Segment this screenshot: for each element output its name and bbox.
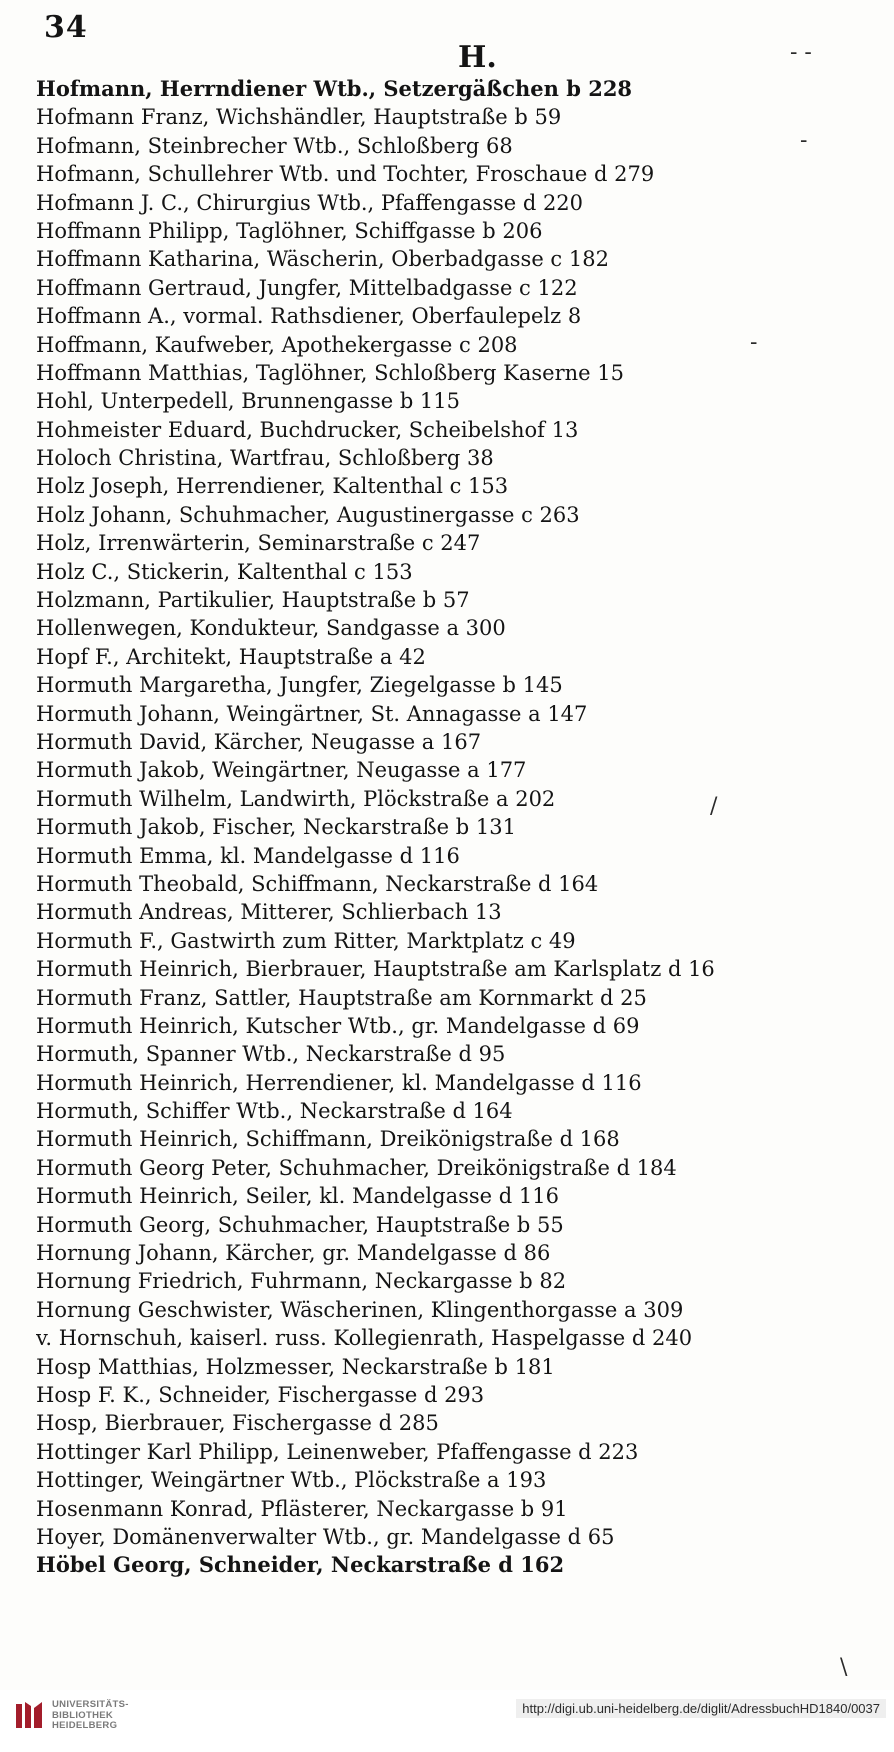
directory-entry: Hormuth Theobald, Schiffmann, Neckarstraße d 164 bbox=[36, 871, 599, 896]
directory-entry: Hormuth Heinrich, Herrendiener, kl. Mandelgasse d 116 bbox=[36, 1070, 642, 1095]
directory-entry: Hollenwegen, Kondukteur, Sandgasse a 300 bbox=[36, 616, 506, 641]
directory-entry: Holoch Christina, Wartfrau, Schloßberg 38 bbox=[36, 446, 494, 471]
directory-entry: Hormuth Jakob, Weingärtner, Neugasse a 177 bbox=[36, 758, 527, 783]
directory-entry: Hornung Friedrich, Fuhrmann, Neckargasse b 82 bbox=[36, 1269, 567, 1294]
directory-entry: Hormuth Johann, Weingärtner, St. Annagasse a 147 bbox=[36, 701, 588, 726]
directory-entry: Hoffmann Philipp, Taglöhner, Schiffgasse b 206 bbox=[36, 218, 543, 243]
directory-entry: Holz Johann, Schuhmacher, Augustinergasse c 263 bbox=[36, 502, 580, 527]
directory-entry: Hofmann J. C., Chirurgius Wtb., Pfaffengasse d 220 bbox=[36, 190, 584, 215]
directory-entry: Holz C., Stickerin, Kaltenthal c 153 bbox=[36, 559, 413, 584]
stray-mark: - - bbox=[790, 40, 812, 65]
stray-mark: / bbox=[710, 794, 718, 819]
directory-entry: Hormuth Franz, Sattler, Hauptstraße am Kornmarkt d 25 bbox=[36, 985, 647, 1010]
directory-entry: Hofmann Franz, Wichshändler, Hauptstraße b 59 bbox=[36, 105, 562, 130]
library-name-line: UNIVERSITÄTS- bbox=[52, 1699, 129, 1710]
directory-entry: Hoffmann Katharina, Wäscherin, Oberbadgasse c 182 bbox=[36, 247, 609, 272]
directory-entry: Hohmeister Eduard, Buchdrucker, Scheibelshof 13 bbox=[36, 417, 579, 442]
directory-entry: Hormuth Jakob, Fischer, Neckarstraße b 131 bbox=[36, 815, 516, 840]
directory-entry: Hosp, Bierbrauer, Fischergasse d 285 bbox=[36, 1411, 439, 1436]
directory-entry: Hoffmann, Kaufweber, Apothekergasse c 208 bbox=[36, 332, 518, 357]
directory-entry: Hofmann, Steinbrecher Wtb., Schloßberg 68 bbox=[36, 133, 513, 158]
directory-entry: Hormuth Heinrich, Schiffmann, Dreikönigstraße d 168 bbox=[36, 1127, 620, 1152]
directory-entry: Hornung Geschwister, Wäscherinen, Klingenthorgasse a 309 bbox=[36, 1297, 684, 1322]
directory-entry: Hormuth, Spanner Wtb., Neckarstraße d 95 bbox=[36, 1042, 506, 1067]
library-name bbox=[52, 1700, 129, 1732]
directory-entries bbox=[36, 75, 856, 1580]
source-url[interactable]: http://digi.ub.uni-heidelberg.de/diglit/AdressbuchHD1840/0037 bbox=[516, 1699, 886, 1718]
directory-entry: Hormuth Heinrich, Kutscher Wtb., gr. Mandelgasse d 69 bbox=[36, 1013, 640, 1038]
directory-entry: Hormuth Heinrich, Seiler, kl. Mandelgasse d 116 bbox=[36, 1184, 559, 1209]
directory-entry: Hottinger, Weingärtner Wtb., Plöckstraße a 193 bbox=[36, 1468, 547, 1493]
stray-mark: - bbox=[750, 330, 758, 355]
directory-entry: Holzmann, Partikulier, Hauptstraße b 57 bbox=[36, 588, 470, 613]
directory-entry: Hormuth Georg Peter, Schuhmacher, Dreikönigstraße d 184 bbox=[36, 1155, 677, 1180]
directory-entry: Hoyer, Domänenverwalter Wtb., gr. Mandelgasse d 65 bbox=[36, 1524, 615, 1549]
directory-entry: Hottinger Karl Philipp, Leinenweber, Pfaffengasse d 223 bbox=[36, 1439, 639, 1464]
directory-entry: Holz, Irrenwärterin, Seminarstraße c 247 bbox=[36, 531, 481, 556]
directory-entry: Hormuth Emma, kl. Mandelgasse d 116 bbox=[36, 843, 460, 868]
directory-entry: Hormuth Margaretha, Jungfer, Ziegelgasse b 145 bbox=[36, 673, 563, 698]
directory-entry: Hopf F., Architekt, Hauptstraße a 42 bbox=[36, 644, 426, 669]
footer-bar bbox=[0, 1690, 894, 1752]
directory-entry: Hormuth Heinrich, Bierbrauer, Hauptstraße am Karlsplatz d 16 bbox=[36, 957, 715, 982]
directory-entry: Holz Joseph, Herrendiener, Kaltenthal c 153 bbox=[36, 474, 509, 499]
section-letter: H. bbox=[458, 40, 497, 75]
directory-entry: Höbel Georg, Schneider, Neckarstraße d 162 bbox=[36, 1552, 565, 1578]
directory-entry: Hoffmann Gertraud, Jungfer, Mittelbadgasse c 122 bbox=[36, 275, 578, 300]
directory-entry: Hormuth Andreas, Mitterer, Schlierbach 13 bbox=[36, 900, 502, 925]
directory-entry: Hofmann, Schullehrer Wtb. und Tochter, Froschaue d 279 bbox=[36, 162, 655, 187]
library-name-line: HEIDELBERG bbox=[52, 1720, 118, 1731]
page-number: 34 bbox=[44, 10, 88, 45]
directory-entry: Hormuth Wilhelm, Landwirth, Plöckstraße a 202 bbox=[36, 786, 556, 811]
stray-mark: - bbox=[800, 128, 808, 153]
directory-entry: Hormuth F., Gastwirth zum Ritter, Marktplatz c 49 bbox=[36, 928, 576, 953]
directory-entry: v. Hornschuh, kaiserl. russ. Kollegienrath, Haspelgasse d 240 bbox=[36, 1326, 693, 1351]
directory-entry: Hosenmann Konrad, Pflästerer, Neckargasse b 91 bbox=[36, 1496, 568, 1521]
directory-entry: Hoffmann A., vormal. Rathsdiener, Oberfaulepelz 8 bbox=[36, 304, 582, 329]
heidelberg-library-logo-icon bbox=[12, 1698, 46, 1732]
directory-entry: Hormuth Georg, Schuhmacher, Hauptstraße b 55 bbox=[36, 1212, 564, 1237]
stray-mark: \ bbox=[840, 1655, 848, 1680]
directory-entry: Hormuth David, Kärcher, Neugasse a 167 bbox=[36, 729, 482, 754]
directory-entry: Hornung Johann, Kärcher, gr. Mandelgasse d 86 bbox=[36, 1241, 551, 1266]
directory-entry: Hosp Matthias, Holzmesser, Neckarstraße b 181 bbox=[36, 1354, 555, 1379]
library-name-line: BIBLIOTHEK bbox=[52, 1709, 114, 1721]
directory-entry: Hofmann, Herrndiener Wtb., Setzergäßchen b 228 bbox=[36, 76, 633, 101]
directory-entry: Hohl, Unterpedell, Brunnengasse b 115 bbox=[36, 389, 461, 414]
directory-entry: Hormuth, Schiffer Wtb., Neckarstraße d 164 bbox=[36, 1099, 513, 1124]
directory-entry: Hosp F. K., Schneider, Fischergasse d 293 bbox=[36, 1382, 485, 1407]
directory-entry: Hoffmann Matthias, Taglöhner, Schloßberg Kaserne 15 bbox=[36, 360, 624, 385]
